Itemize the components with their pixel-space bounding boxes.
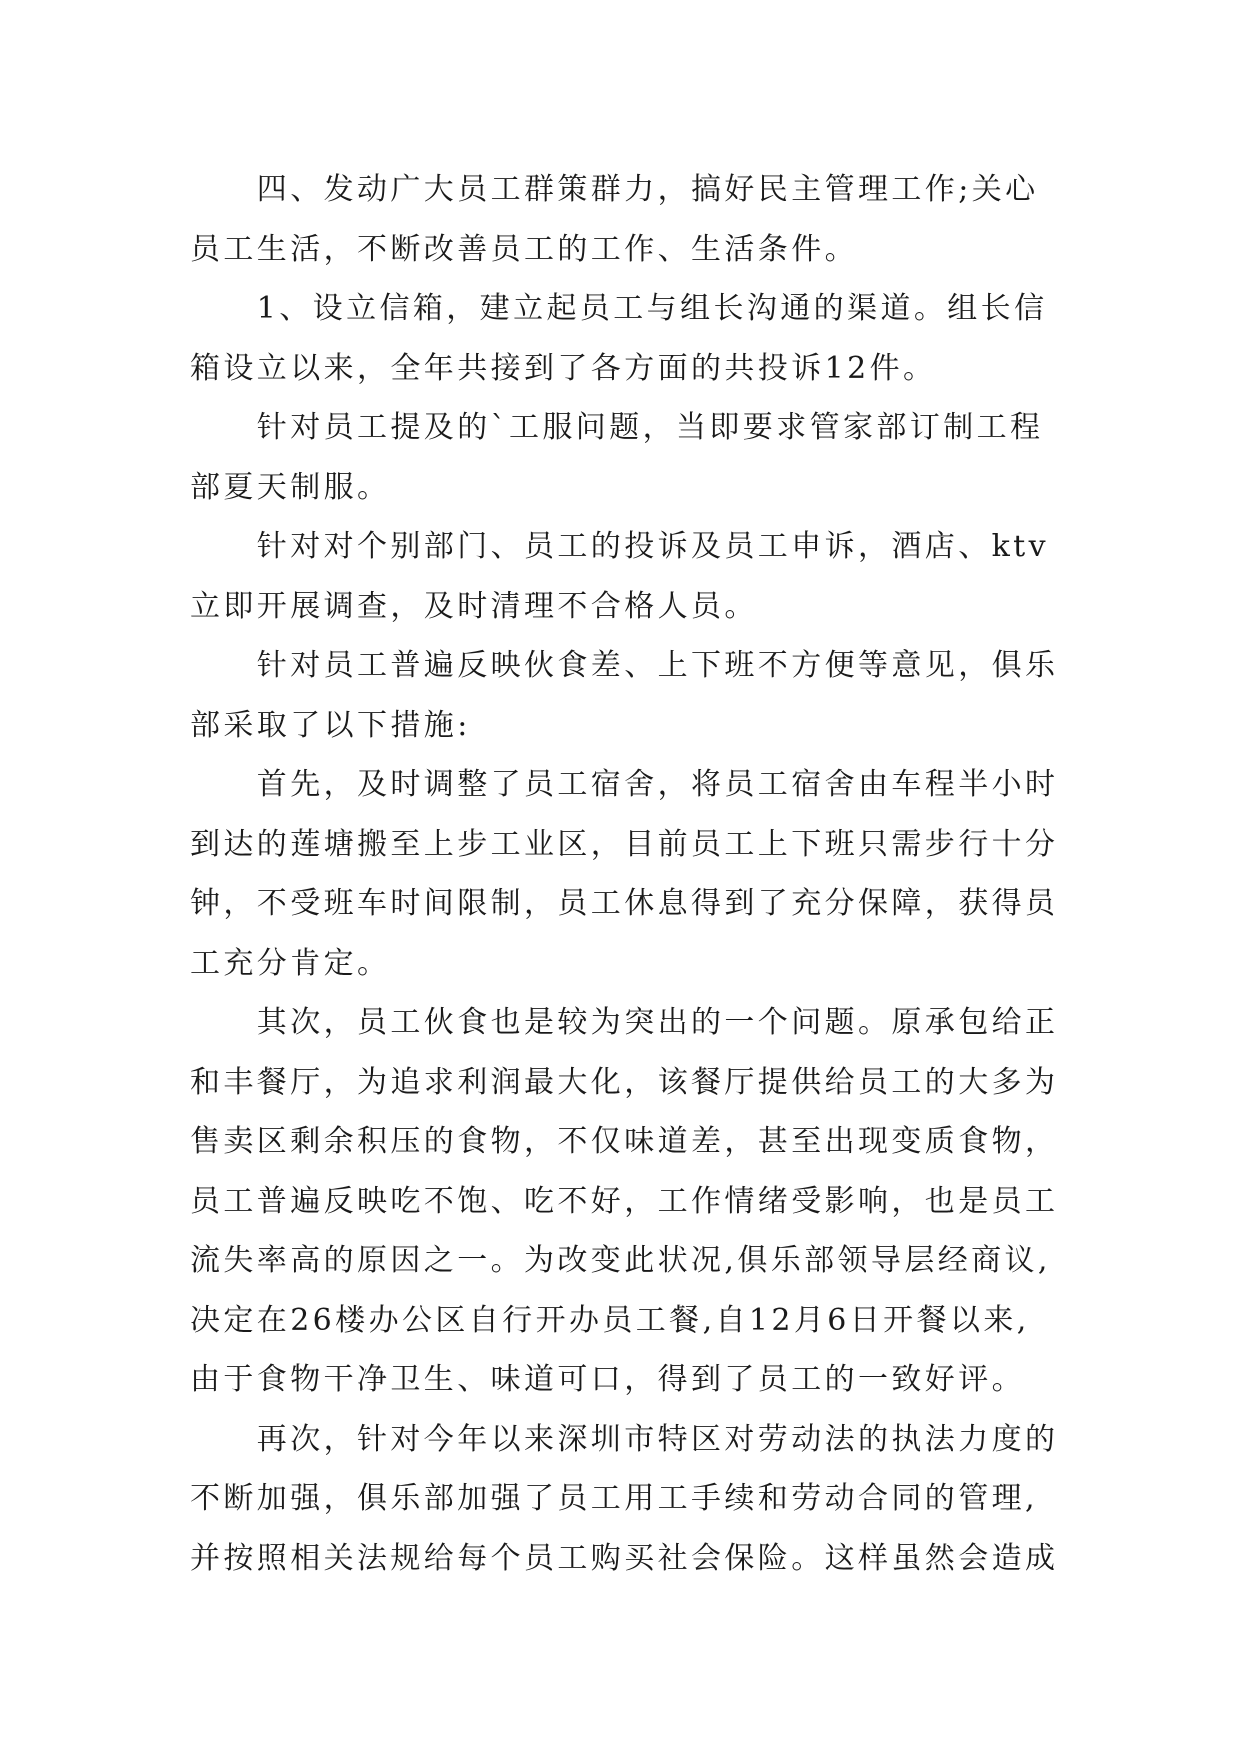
text-line: 员工普遍反映吃不饱、吃不好，工作情绪受影响，也是员工 xyxy=(190,1183,1059,1219)
document-body xyxy=(190,160,1070,1588)
text-line: 部夏天制服。 xyxy=(190,469,391,505)
text-line: 1、设立信箱，建立起员工与组长沟通的渠道。组长信 xyxy=(190,291,1048,326)
text-line: 其次，员工伙食也是较为突出的一个问题。原承包给正 xyxy=(190,1005,1059,1040)
text-line: 到达的莲塘搬至上步工业区，目前员工上下班只需步行十分 xyxy=(190,826,1059,862)
text-line: 针对员工普遍反映伙食差、上下班不方便等意见，俱乐 xyxy=(190,648,1059,683)
text-line: 立即开展调查，及时清理不合格人员。 xyxy=(190,588,758,624)
text-line: 不断加强，俱乐部加强了员工用工手续和劳动合同的管理, xyxy=(190,1481,1038,1516)
text-line: 针对员工提及的`工服问题，当即要求管家部订制工程 xyxy=(190,410,1044,445)
text-line: 决定在26楼办公区自行开办员工餐,自12月6日开餐以来, xyxy=(190,1302,1030,1338)
text-line: 箱设立以来，全年共接到了各方面的共投诉12件。 xyxy=(190,350,937,386)
text-line: 首先，及时调整了员工宿舍，将员工宿舍由车程半小时 xyxy=(190,767,1059,802)
text-line: 再次，针对今年以来深圳市特区对劳动法的执法力度的 xyxy=(190,1421,1059,1457)
text-line: 流失率高的原因之一。为改变此状况,俱乐部领导层经商议, xyxy=(190,1243,1051,1278)
text-line: 工充分肯定。 xyxy=(190,945,391,981)
text-line: 四、发动广大员工群策群力，搞好民主管理工作;关心 xyxy=(190,172,1039,207)
text-line: 员工生活，不断改善员工的工作、生活条件。 xyxy=(190,231,858,267)
text-line: 针对对个别部门、员工的投诉及员工申诉，酒店、ktv xyxy=(190,529,1049,564)
text-line: 和丰餐厅，为追求利润最大化，该餐厅提供给员工的大多为 xyxy=(190,1064,1059,1100)
text-line: 由于食物干净卫生、味道可口，得到了员工的一致好评。 xyxy=(190,1362,1025,1397)
text-line: 并按照相关法规给每个员工购买社会保险。这样虽然会造成 xyxy=(190,1540,1059,1576)
text-line: 部采取了以下措施: xyxy=(190,707,471,743)
text-line: 售卖区剩余积压的食物，不仅味道差，甚至出现变质食物， xyxy=(190,1124,1059,1159)
text-line: 钟，不受班车时间限制，员工休息得到了充分保障，获得员 xyxy=(190,886,1059,921)
